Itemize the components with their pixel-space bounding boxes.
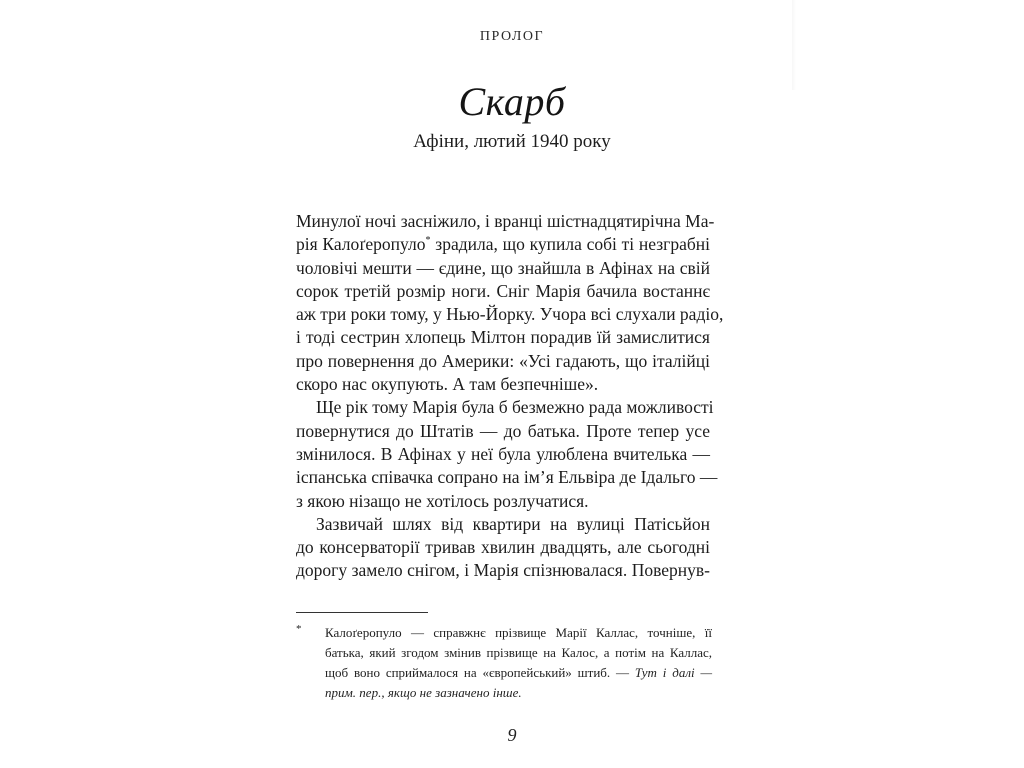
footnote-line: батька, який згодом змінив прізвище на Калос, а потім на Каллас,	[325, 645, 712, 660]
paragraph-1	[296, 210, 724, 396]
text-line: і тоді сестрин хлопець Мілтон порадив їй замислитися	[296, 327, 710, 348]
footnote-italic: Тут і далі —	[634, 665, 712, 680]
footnote-line	[325, 683, 712, 703]
footnote-line	[325, 663, 712, 683]
text-line: Минулої ночі засніжило, і вранці шістнадцятирічна Ма-	[296, 211, 715, 231]
footnote-divider	[296, 612, 428, 613]
text-line: повернутися до Штатів — до батька. Проте тепер усе	[296, 420, 710, 441]
text-fragment: зрадила, що купила собі ті незграбні	[435, 234, 711, 255]
chapter-subtitle: Афіни, лютий 1940 року	[413, 131, 611, 152]
body-text	[296, 210, 724, 583]
text-line: чоловічі мешти — єдине, що знайшла в Афінах на свій	[296, 257, 710, 278]
text-fragment: рія Калоґеропуло	[296, 234, 426, 255]
footnote-line: Калоґеропуло — справжнє прізвище Марії Каллас, точніше, її	[325, 625, 712, 640]
text-line: до консерваторії тривав хвилин двадцять, але сьогодні	[296, 537, 710, 558]
footnote-marker: *	[296, 623, 302, 635]
text-line: аж три роки тому, у Нью-Йорку. Учора всі слухали радіо,	[296, 304, 724, 325]
page-number: 9	[507, 725, 517, 745]
text-line	[296, 233, 710, 256]
text-line: дорогу замело снігом, і Марія спізнювалася. Повернув-	[296, 560, 710, 581]
text-line: скоро нас окупують. А там безпечніше».	[296, 374, 599, 395]
page-edge-shadow	[792, 0, 796, 90]
text-line: іспанська співачка сопрано на ім’я Ельвіра де Ідальго —	[296, 467, 718, 488]
text-line: сорок третій розмір ноги. Сніг Марія бачила востаннє	[296, 280, 710, 301]
footnote	[296, 623, 712, 703]
footnote-italic: прим. пер., якщо не зазначено інше.	[325, 685, 522, 700]
text-line: Зазвичай шлях від квартири на вулиці Патісьйон	[316, 513, 710, 534]
footnote-fragment: щоб воно сприймалося на «європейський» штиб. —	[325, 665, 629, 680]
text-line: про повернення до Америки: «Усі гадають, що італійці	[296, 350, 710, 371]
chapter-title: Скарб	[458, 79, 566, 124]
footnote-reference: *	[425, 235, 431, 247]
paragraph-2	[296, 396, 718, 512]
text-line: з якою нізащо не хотілось розлучатися.	[296, 490, 589, 511]
running-head: ПРОЛОГ	[479, 29, 545, 44]
paragraph-3	[296, 513, 710, 583]
footnote-body	[325, 623, 712, 703]
text-line: Ще рік тому Марія була б безмежно рада можливості	[316, 397, 714, 418]
text-line: змінилося. В Афінах у неї була улюблена вчителька —	[296, 443, 710, 464]
